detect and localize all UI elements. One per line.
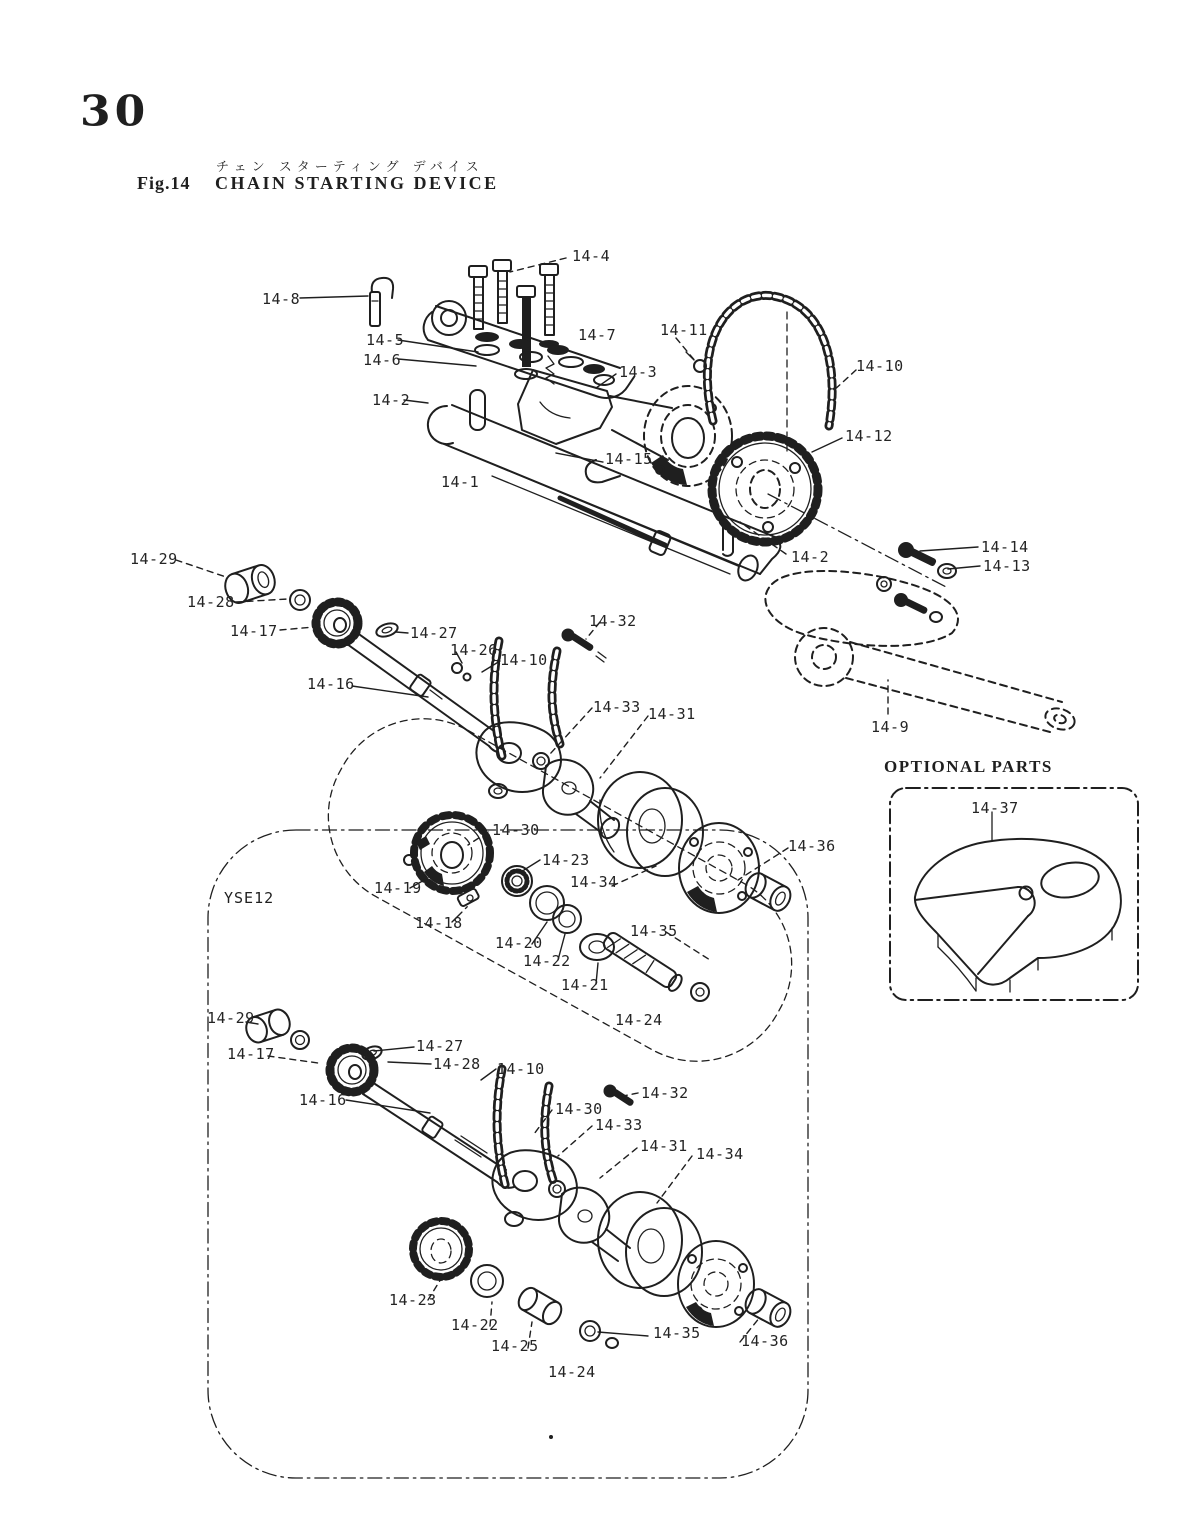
part-label: 14-14 <box>981 538 1029 556</box>
part-label: 14-2 <box>791 548 830 566</box>
chain-case-drawing <box>915 812 1121 992</box>
part-label: 14-17 <box>227 1045 275 1063</box>
part-label: 14-30 <box>555 1100 603 1118</box>
part-label: 14-35 <box>630 922 678 940</box>
part-label: 14-27 <box>410 624 458 642</box>
part-label: 14-17 <box>230 622 278 640</box>
clip-pin-drawing <box>370 278 393 326</box>
part-label: 14-10 <box>856 357 904 375</box>
part-label: 14-36 <box>788 837 836 855</box>
part-label: 14-15 <box>605 450 653 468</box>
part-label: 14-34 <box>570 873 618 891</box>
part-label: 14-8 <box>262 290 301 308</box>
mounting-bolts-drawing <box>469 260 559 379</box>
pinion-chains-drawing <box>494 629 606 757</box>
drum-pulley-drawing <box>598 772 703 876</box>
variant-label: YSE12 <box>224 889 275 907</box>
part-label: 14-37 <box>971 799 1019 817</box>
part-label: 14-23 <box>389 1291 437 1309</box>
part-label: 14-33 <box>595 1116 643 1134</box>
part-label: 14-2 <box>372 391 411 409</box>
optional-parts-box <box>890 788 1138 1000</box>
part-label: 14-32 <box>589 612 637 630</box>
part-label: 14-11 <box>660 321 708 339</box>
part-label: 14-30 <box>492 821 540 839</box>
optional-parts-heading: OPTIONAL PARTS <box>884 757 1053 776</box>
part-label: 14-28 <box>433 1055 481 1073</box>
part-label: 14-9 <box>871 718 910 736</box>
part-label: 14-27 <box>416 1037 464 1055</box>
part-label: 14-1 <box>441 473 480 491</box>
part-label: 14-33 <box>593 698 641 716</box>
sprocket-drawing <box>712 436 818 556</box>
figure-title-japanese: チェン スターティング デバイス <box>216 160 484 175</box>
figure-label: Fig.14 <box>137 173 191 193</box>
part-label: 14-22 <box>451 1316 499 1334</box>
yse12-rings-drawing <box>413 1221 618 1439</box>
yse12-shaft-assembly-drawing <box>243 1007 514 1188</box>
part-label: 14-4 <box>572 247 611 265</box>
part-label: 14-24 <box>548 1363 596 1381</box>
part-label: 14-18 <box>415 914 463 932</box>
part-label: 14-10 <box>497 1060 545 1078</box>
part-label: 14-23 <box>542 851 590 869</box>
part-label: 14-6 <box>363 351 402 369</box>
part-label: 14-34 <box>696 1145 744 1163</box>
lever-drawing <box>765 494 1077 733</box>
part-label: 14-29 <box>207 1009 255 1027</box>
figure-title-english: CHAIN STARTING DEVICE <box>215 173 499 193</box>
part-label: 14-24 <box>615 1011 663 1029</box>
part-label: 14-3 <box>619 363 658 381</box>
part-label: 14-7 <box>578 326 617 344</box>
part-label: 14-21 <box>561 976 609 994</box>
yse12-flange-drawing <box>678 1241 794 1330</box>
part-label: 14-35 <box>653 1324 701 1342</box>
part-label: 14-36 <box>741 1332 789 1350</box>
part-label: 14-28 <box>187 593 235 611</box>
part-label: 14-12 <box>845 427 893 445</box>
starter-chain-drawing <box>686 295 832 452</box>
part-label: 14-22 <box>523 952 571 970</box>
part-label: 14-10 <box>500 651 548 669</box>
part-label: 14-31 <box>648 705 696 723</box>
part-label: 14-32 <box>641 1084 689 1102</box>
part-label: 14-5 <box>366 331 405 349</box>
part-label: 14-13 <box>983 557 1031 575</box>
yse12-drum-drawing <box>598 1192 702 1296</box>
part-label: 14-31 <box>640 1137 688 1155</box>
leader-lines <box>176 258 980 1348</box>
page-number: 30 <box>80 87 150 136</box>
flanged-wheel-drawing <box>679 823 794 914</box>
part-label: 14-19 <box>374 879 422 897</box>
part-label: 14-26 <box>450 641 498 659</box>
part-label: 14-25 <box>491 1337 539 1355</box>
part-label: 14-16 <box>299 1091 347 1109</box>
part-label: 14-16 <box>307 675 355 693</box>
part-label: 14-29 <box>130 550 178 568</box>
part-label: 14-20 <box>495 934 543 952</box>
